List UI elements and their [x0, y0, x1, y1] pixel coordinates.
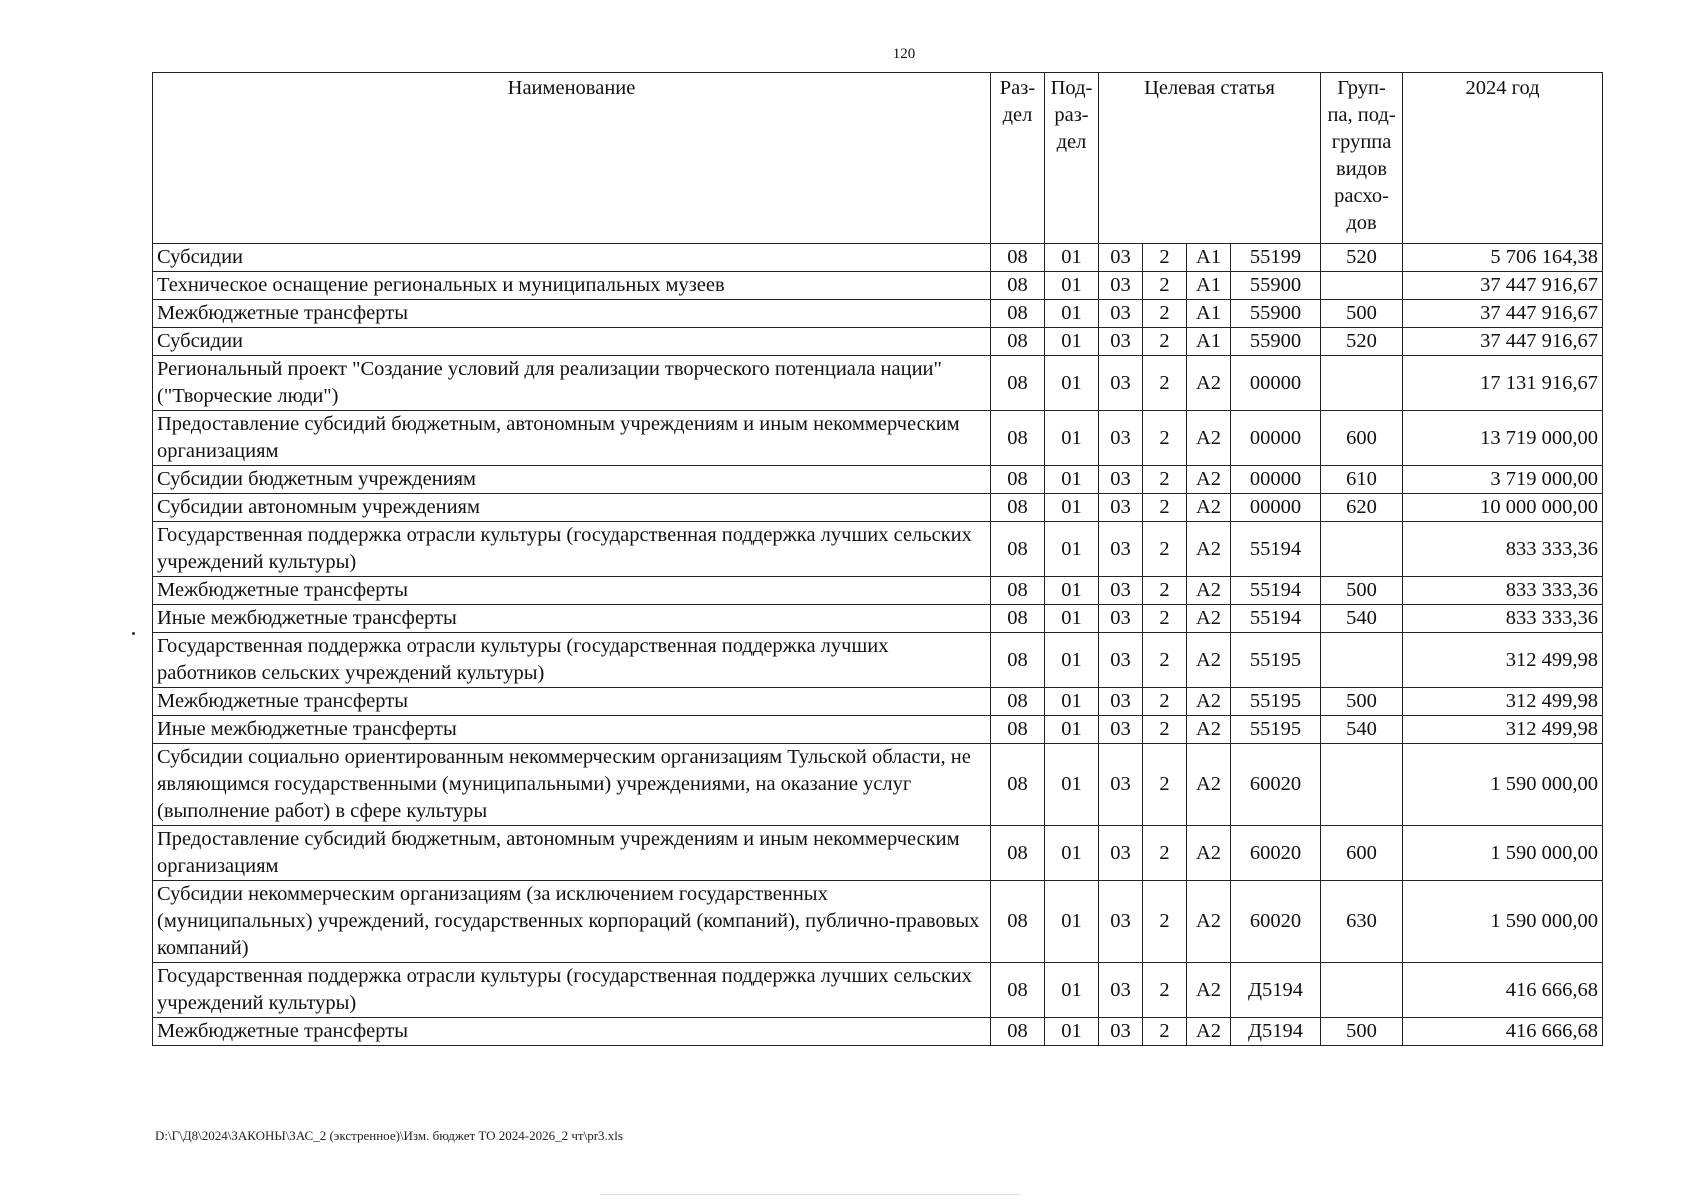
cell-razdel: 08 — [991, 605, 1045, 633]
cell-target-program: 03 — [1099, 328, 1143, 356]
header-target: Целевая статья — [1099, 73, 1321, 244]
cell-amount: 10 000 000,00 — [1403, 494, 1603, 522]
header-group-line: видов — [1336, 158, 1388, 180]
cell-target-code: Д5194 — [1231, 1018, 1321, 1046]
table-row — [153, 466, 1603, 494]
table-row — [153, 577, 1603, 605]
header-razdel-line: дел — [1002, 104, 1033, 126]
cell-target-code: 55900 — [1231, 272, 1321, 300]
header-group-line: группа — [1331, 131, 1392, 153]
header-podrazdel — [1045, 73, 1099, 244]
cell-target-code: 60020 — [1231, 881, 1321, 963]
cell-name: Техническое оснащение региональных и муниципальных музеев — [153, 272, 991, 300]
cell-target-project: А2 — [1187, 466, 1231, 494]
cell-expense-group: 520 — [1321, 244, 1403, 272]
table-row — [153, 411, 1603, 466]
cell-podrazdel: 01 — [1045, 605, 1099, 633]
cell-target-code: 60020 — [1231, 826, 1321, 881]
cell-expense-group: 500 — [1321, 688, 1403, 716]
cell-name: Субсидии — [153, 244, 991, 272]
cell-razdel: 08 — [991, 494, 1045, 522]
table-row — [153, 716, 1603, 744]
cell-target-subprogram: 2 — [1143, 881, 1187, 963]
cell-name: Иные межбюджетные трансферты — [153, 605, 991, 633]
cell-target-project: А1 — [1187, 272, 1231, 300]
cell-target-subprogram: 2 — [1143, 272, 1187, 300]
table-row — [153, 300, 1603, 328]
table-row — [153, 522, 1603, 577]
header-podrazdel-line: раз- — [1054, 104, 1089, 126]
cell-target-project: А2 — [1187, 716, 1231, 744]
cell-razdel: 08 — [991, 826, 1045, 881]
cell-podrazdel: 01 — [1045, 522, 1099, 577]
cell-amount: 37 447 916,67 — [1403, 272, 1603, 300]
cell-name: Государственная поддержка отрасли культуры (государственная поддержка лучших работников сельских учреждений культуры) — [153, 633, 991, 688]
cell-amount: 833 333,36 — [1403, 522, 1603, 577]
page-number: 120 — [892, 46, 916, 62]
cell-target-project: А2 — [1187, 688, 1231, 716]
cell-target-project: А1 — [1187, 244, 1231, 272]
cell-expense-group: 600 — [1321, 411, 1403, 466]
cell-target-code: 55194 — [1231, 605, 1321, 633]
budget-table — [152, 72, 1603, 1046]
cell-name: Иные межбюджетные трансферты — [153, 716, 991, 744]
cell-target-project: А1 — [1187, 328, 1231, 356]
cell-amount: 3 719 000,00 — [1403, 466, 1603, 494]
cell-name: Межбюджетные трансферты — [153, 688, 991, 716]
footer-file-path: D:\Г\Д8\2024\ЗАКОНЫ\ЗАС_2 (экстренное)\Изм. бюджет ТО 2024-2026_2 чт\pr3.xls — [155, 1128, 623, 1143]
cell-target-program: 03 — [1099, 1018, 1143, 1046]
cell-target-code: 00000 — [1231, 494, 1321, 522]
cell-target-code: 55195 — [1231, 688, 1321, 716]
cell-target-project: А2 — [1187, 356, 1231, 411]
cell-razdel: 08 — [991, 963, 1045, 1018]
cell-amount: 37 447 916,67 — [1403, 300, 1603, 328]
table-row — [153, 605, 1603, 633]
cell-name: Предоставление субсидий бюджетным, автономным учреждениям и иным некоммерческим организациям — [153, 826, 991, 881]
table-row — [153, 244, 1603, 272]
cell-name: Межбюджетные трансферты — [153, 300, 991, 328]
cell-target-project: А2 — [1187, 577, 1231, 605]
cell-target-program: 03 — [1099, 688, 1143, 716]
cell-razdel: 08 — [991, 688, 1045, 716]
cell-target-code: 55195 — [1231, 716, 1321, 744]
cell-podrazdel: 01 — [1045, 577, 1099, 605]
cell-target-program: 03 — [1099, 272, 1143, 300]
cell-target-program: 03 — [1099, 411, 1143, 466]
cell-target-project: А1 — [1187, 300, 1231, 328]
cell-razdel: 08 — [991, 744, 1045, 826]
cell-podrazdel: 01 — [1045, 494, 1099, 522]
header-group — [1321, 73, 1403, 244]
cell-expense-group: 620 — [1321, 494, 1403, 522]
table-body — [153, 244, 1603, 1046]
cell-target-code: 55900 — [1231, 300, 1321, 328]
table-row — [153, 688, 1603, 716]
cell-name: Субсидии автономным учреждениям — [153, 494, 991, 522]
cell-target-project: А2 — [1187, 522, 1231, 577]
cell-target-subprogram: 2 — [1143, 633, 1187, 688]
cell-target-subprogram: 2 — [1143, 328, 1187, 356]
cell-amount: 312 499,98 — [1403, 716, 1603, 744]
cell-target-program: 03 — [1099, 605, 1143, 633]
table-row — [153, 328, 1603, 356]
cell-target-subprogram: 2 — [1143, 466, 1187, 494]
cell-target-subprogram: 2 — [1143, 716, 1187, 744]
cell-target-program: 03 — [1099, 522, 1143, 577]
cell-amount: 13 719 000,00 — [1403, 411, 1603, 466]
cell-target-program: 03 — [1099, 577, 1143, 605]
cell-target-subprogram: 2 — [1143, 826, 1187, 881]
cell-expense-group: 610 — [1321, 466, 1403, 494]
cell-target-code: Д5194 — [1231, 963, 1321, 1018]
cell-razdel: 08 — [991, 1018, 1045, 1046]
table-row — [153, 494, 1603, 522]
cell-target-subprogram: 2 — [1143, 605, 1187, 633]
cell-target-program: 03 — [1099, 356, 1143, 411]
cell-amount: 416 666,68 — [1403, 963, 1603, 1018]
cell-name: Субсидии бюджетным учреждениям — [153, 466, 991, 494]
cell-expense-group: 500 — [1321, 577, 1403, 605]
cell-amount: 312 499,98 — [1403, 688, 1603, 716]
header-group-line: дов — [1346, 212, 1377, 234]
cell-name: Субсидии социально ориентированным некоммерческим организациям Тульской области, не являющимся государственными (муниципальными) учреждениями, на оказание услуг (выполнение работ) в сфере культуры — [153, 744, 991, 826]
cell-amount: 17 131 916,67 — [1403, 356, 1603, 411]
cell-target-code: 00000 — [1231, 356, 1321, 411]
cell-expense-group — [1321, 963, 1403, 1018]
cell-expense-group — [1321, 522, 1403, 577]
cell-name: Государственная поддержка отрасли культуры (государственная поддержка лучших сельских учреждений культуры) — [153, 522, 991, 577]
cell-razdel: 08 — [991, 522, 1045, 577]
cell-name: Предоставление субсидий бюджетным, автономным учреждениям и иным некоммерческим организациям — [153, 411, 991, 466]
table-row — [153, 826, 1603, 881]
table-row — [153, 633, 1603, 688]
cell-podrazdel: 01 — [1045, 411, 1099, 466]
cell-podrazdel: 01 — [1045, 963, 1099, 1018]
cell-target-project: А2 — [1187, 963, 1231, 1018]
cell-expense-group: 540 — [1321, 605, 1403, 633]
cell-target-project: А2 — [1187, 826, 1231, 881]
cell-target-code: 55195 — [1231, 633, 1321, 688]
cell-target-project: А2 — [1187, 633, 1231, 688]
header-name: Наименование — [153, 73, 991, 244]
cell-target-project: А2 — [1187, 411, 1231, 466]
header-podrazdel-line: Под- — [1050, 77, 1093, 99]
table-row — [153, 963, 1603, 1018]
cell-razdel: 08 — [991, 244, 1045, 272]
cell-razdel: 08 — [991, 328, 1045, 356]
cell-name: Субсидии — [153, 328, 991, 356]
cell-amount: 833 333,36 — [1403, 577, 1603, 605]
cell-expense-group — [1321, 744, 1403, 826]
cell-razdel: 08 — [991, 300, 1045, 328]
cell-podrazdel: 01 — [1045, 688, 1099, 716]
cell-podrazdel: 01 — [1045, 744, 1099, 826]
cell-target-project: А2 — [1187, 744, 1231, 826]
cell-target-subprogram: 2 — [1143, 963, 1187, 1018]
cell-amount: 1 590 000,00 — [1403, 826, 1603, 881]
cell-amount: 37 447 916,67 — [1403, 328, 1603, 356]
cell-target-code: 55194 — [1231, 577, 1321, 605]
cell-name: Субсидии некоммерческим организациям (за исключением государственных (муниципальных) учреждений, государственных корпораций (компаний), публично-правовых компаний) — [153, 881, 991, 963]
cell-target-subprogram: 2 — [1143, 688, 1187, 716]
cell-razdel: 08 — [991, 272, 1045, 300]
cell-target-code: 55194 — [1231, 522, 1321, 577]
cell-expense-group — [1321, 272, 1403, 300]
cell-target-program: 03 — [1099, 744, 1143, 826]
table-header-row — [153, 73, 1603, 244]
header-group-line: Груп- — [1337, 77, 1386, 99]
cell-target-subprogram: 2 — [1143, 522, 1187, 577]
cell-target-code: 55900 — [1231, 328, 1321, 356]
cell-target-subprogram: 2 — [1143, 244, 1187, 272]
header-group-line: па, под- — [1327, 104, 1396, 126]
cell-target-program: 03 — [1099, 494, 1143, 522]
table-row — [153, 356, 1603, 411]
cell-podrazdel: 01 — [1045, 244, 1099, 272]
header-podrazdel-line: дел — [1056, 131, 1087, 153]
cell-amount: 5 706 164,38 — [1403, 244, 1603, 272]
cell-target-program: 03 — [1099, 244, 1143, 272]
cell-podrazdel: 01 — [1045, 356, 1099, 411]
cell-target-subprogram: 2 — [1143, 577, 1187, 605]
cell-target-program: 03 — [1099, 300, 1143, 328]
cell-name: Межбюджетные трансферты — [153, 1018, 991, 1046]
cell-expense-group: 630 — [1321, 881, 1403, 963]
cell-target-project: А2 — [1187, 881, 1231, 963]
cell-target-code: 00000 — [1231, 411, 1321, 466]
cell-amount: 1 590 000,00 — [1403, 881, 1603, 963]
cell-amount: 312 499,98 — [1403, 633, 1603, 688]
cell-podrazdel: 01 — [1045, 881, 1099, 963]
table-row — [153, 1018, 1603, 1046]
cell-target-subprogram: 2 — [1143, 494, 1187, 522]
header-razdel-line: Раз- — [999, 77, 1036, 99]
cell-name: Межбюджетные трансферты — [153, 577, 991, 605]
scan-artifact-line — [600, 1194, 1020, 1195]
cell-target-program: 03 — [1099, 466, 1143, 494]
cell-target-project: А2 — [1187, 605, 1231, 633]
cell-razdel: 08 — [991, 716, 1045, 744]
header-group-line: расхо- — [1334, 185, 1389, 207]
cell-name: Государственная поддержка отрасли культуры (государственная поддержка лучших сельских учреждений культуры) — [153, 963, 991, 1018]
cell-target-subprogram: 2 — [1143, 356, 1187, 411]
cell-podrazdel: 01 — [1045, 826, 1099, 881]
cell-expense-group — [1321, 356, 1403, 411]
table-row — [153, 272, 1603, 300]
cell-podrazdel: 01 — [1045, 272, 1099, 300]
cell-name: Региональный проект "Создание условий для реализации творческого потенциала нации" ("Творческие люди") — [153, 356, 991, 411]
cell-expense-group: 520 — [1321, 328, 1403, 356]
cell-target-program: 03 — [1099, 633, 1143, 688]
scan-speck — [132, 632, 135, 635]
cell-expense-group: 500 — [1321, 1018, 1403, 1046]
cell-expense-group — [1321, 633, 1403, 688]
cell-expense-group: 600 — [1321, 826, 1403, 881]
cell-target-program: 03 — [1099, 881, 1143, 963]
cell-razdel: 08 — [991, 411, 1045, 466]
cell-target-subprogram: 2 — [1143, 411, 1187, 466]
cell-podrazdel: 01 — [1045, 716, 1099, 744]
cell-podrazdel: 01 — [1045, 466, 1099, 494]
cell-target-project: А2 — [1187, 494, 1231, 522]
cell-razdel: 08 — [991, 577, 1045, 605]
cell-razdel: 08 — [991, 466, 1045, 494]
cell-razdel: 08 — [991, 356, 1045, 411]
cell-target-subprogram: 2 — [1143, 744, 1187, 826]
cell-target-program: 03 — [1099, 826, 1143, 881]
cell-podrazdel: 01 — [1045, 300, 1099, 328]
cell-target-code: 55199 — [1231, 244, 1321, 272]
cell-razdel: 08 — [991, 633, 1045, 688]
cell-razdel: 08 — [991, 881, 1045, 963]
cell-expense-group: 500 — [1321, 300, 1403, 328]
cell-expense-group: 540 — [1321, 716, 1403, 744]
cell-amount: 833 333,36 — [1403, 605, 1603, 633]
cell-target-subprogram: 2 — [1143, 1018, 1187, 1046]
cell-podrazdel: 01 — [1045, 1018, 1099, 1046]
cell-amount: 416 666,68 — [1403, 1018, 1603, 1046]
header-razdel — [991, 73, 1045, 244]
cell-target-code: 00000 — [1231, 466, 1321, 494]
cell-amount: 1 590 000,00 — [1403, 744, 1603, 826]
cell-podrazdel: 01 — [1045, 328, 1099, 356]
cell-target-code: 60020 — [1231, 744, 1321, 826]
table-row — [153, 881, 1603, 963]
cell-target-program: 03 — [1099, 716, 1143, 744]
cell-target-project: А2 — [1187, 1018, 1231, 1046]
header-year: 2024 год — [1403, 73, 1603, 244]
cell-target-program: 03 — [1099, 963, 1143, 1018]
cell-podrazdel: 01 — [1045, 633, 1099, 688]
table-row — [153, 744, 1603, 826]
cell-target-subprogram: 2 — [1143, 300, 1187, 328]
